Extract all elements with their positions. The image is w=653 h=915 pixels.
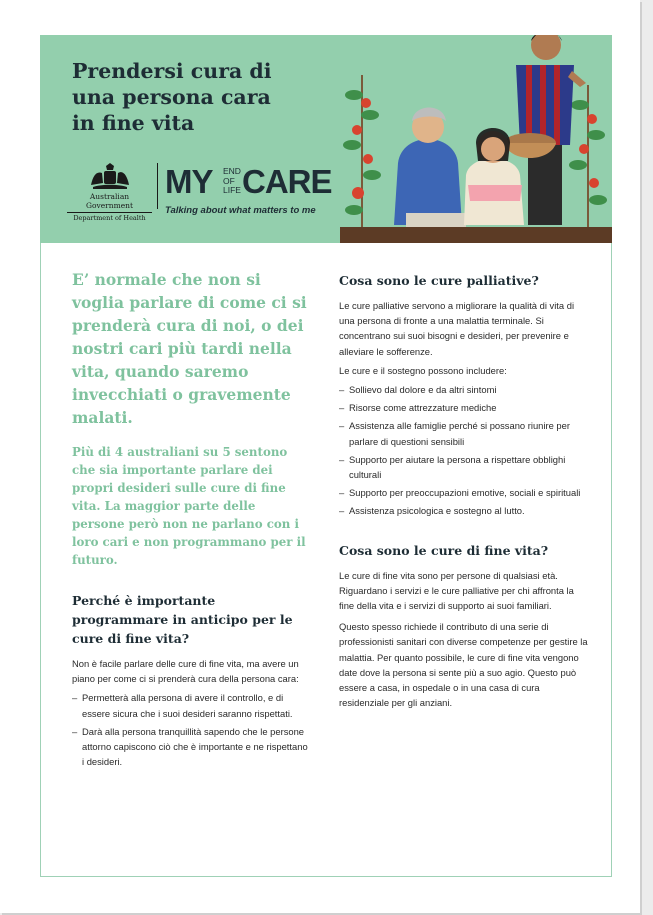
palliative-care-includes: Le cure e il sostegno possono includere: xyxy=(339,364,507,376)
lead-statistic: Più di 4 australiani su 5 sentono che sia importante parlare dei propri desideri sulle cure di fine vita. La maggior parte delle persone però non ne parlano con i loro cari e non programmano per il futuro. xyxy=(72,445,306,567)
title-line-2: una persona cara xyxy=(72,85,271,109)
header-banner xyxy=(40,35,612,243)
government-logo xyxy=(67,161,152,222)
list-item: – Assistenza psicologica e sostegno al lutto. xyxy=(339,503,589,518)
logo-divider xyxy=(157,163,158,209)
coat-of-arms-icon xyxy=(87,161,133,191)
brand-tagline: Talking about what matters to me xyxy=(165,205,316,216)
palliative-care-list xyxy=(339,382,589,519)
lead-statement: E’ normale che non si voglia parlare di come ci si prenderà cura di noi, o dei nostri cari più tardi nella vita, quando saremo invecchiati o gravemente malati. xyxy=(72,270,307,427)
end-of-life-description: Le cure di fine vita sono per persone di qualsiasi età. Riguardano i servizi e le cure palliative per chi affronta la fine della vita e i servizi di supporto ai suoi familiari. xyxy=(339,569,574,612)
palliative-care-description: Le cure palliative servono a migliorare la qualità di vita di una persona di fronte a una malattia terminale. Si concentrano sui suoi bisogni e desideri, per prevenire e alleviare le sofferenze. xyxy=(339,300,575,357)
list-item: – Supporto per preoccupazioni emotive, sociali e spirituali xyxy=(339,485,589,500)
section-heading-palliative-care: Cosa sono le cure palliative? xyxy=(339,273,539,288)
brand-life: LIFE xyxy=(223,185,241,195)
government-name: Australian Government xyxy=(86,192,133,210)
family-garden-illustration xyxy=(340,35,612,243)
page-title xyxy=(72,58,272,136)
list-item: – Risorse come attrezzature mediche xyxy=(339,400,589,415)
brand-my: MY xyxy=(165,163,213,200)
list-item: – Darà alla persona tranquillità sapendo che le persone attorno capiscono ciò che è importante e ne rispettano i desideri. xyxy=(72,724,312,770)
brand-care: CARE xyxy=(242,163,332,200)
title-line-3: in fine vita xyxy=(72,111,195,135)
left-column xyxy=(72,268,312,772)
list-item: – Sollievo dal dolore e da altri sintomi xyxy=(339,382,589,397)
why-plan-list xyxy=(72,690,312,769)
department-name: Department of Health xyxy=(67,212,152,222)
list-item: – Permetterà alla persona di avere il controllo, e di essere sicura che i suoi desideri saranno rispettati. xyxy=(72,690,312,720)
end-of-life-details: Questo spesso richiede il contributo di una serie di professionisti sanitari con diverse competenze per gestire la malattia. Per quanto possibile, le cure di fine vita vengono date dove la persona si sente più a suo agio. Questo può essere a casa, in ospedale o in una casa di cura residenziale per gli anziani. xyxy=(339,621,588,709)
why-plan-intro: Non è facile parlare delle cure di fine vita, ma avere un piano per come ci si prenderà cura della persona cara: xyxy=(72,658,299,685)
section-heading-end-of-life-care: Cosa sono le cure di fine vita? xyxy=(339,542,549,558)
list-item: – Assistenza alle famiglie perché si possano riunire per parlare di questioni sensibili xyxy=(339,418,589,448)
list-item: – Supporto per aiutare la persona a rispettare obblighi culturali xyxy=(339,452,589,482)
brand-end: END xyxy=(223,166,241,176)
section-heading-why-plan: Perché è importante programmare in anticipo per le cure di fine vita? xyxy=(72,593,293,646)
title-line-1: Prendersi cura di xyxy=(72,59,272,83)
right-column xyxy=(339,271,589,710)
my-end-of-life-care-logo xyxy=(165,163,332,203)
brand-of: OF xyxy=(223,175,235,186)
brand-stack xyxy=(223,167,241,196)
